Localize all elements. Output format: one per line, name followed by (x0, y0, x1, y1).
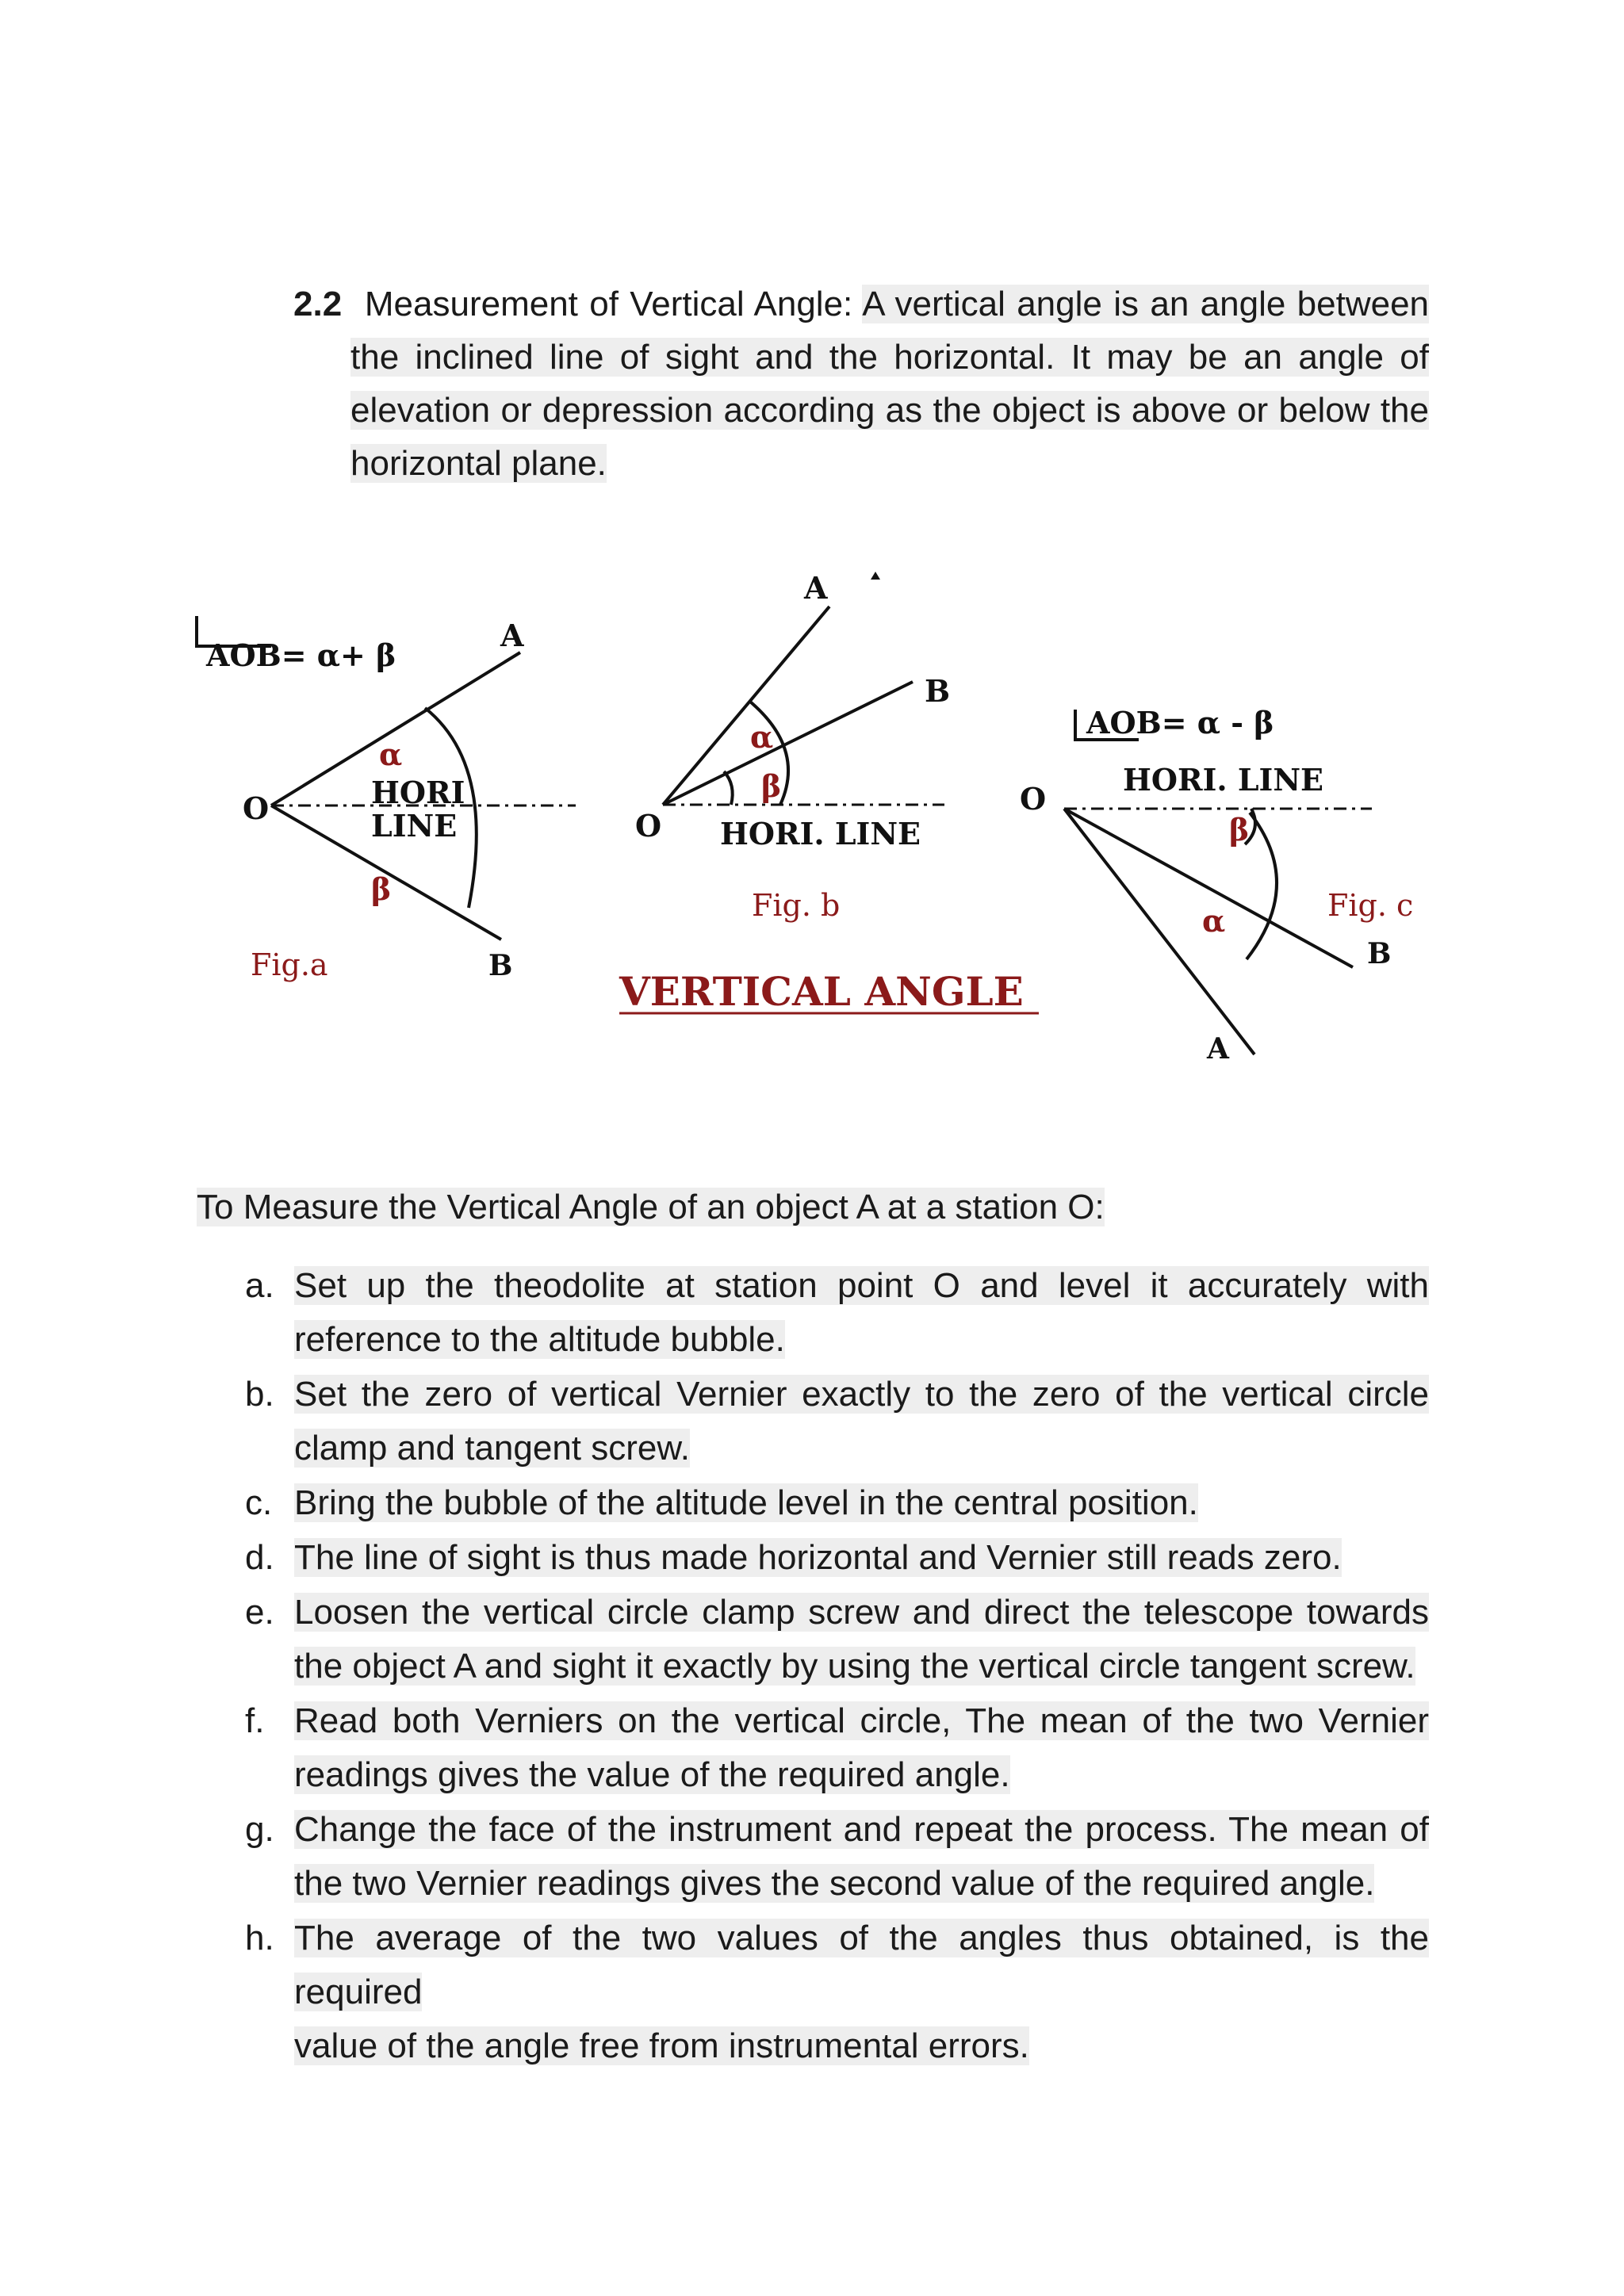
fig-b-alpha: α (750, 719, 774, 755)
step-marker: g. (245, 1810, 274, 1849)
section-2-2 (293, 277, 1429, 490)
fig-c-line-oa (1064, 809, 1254, 1054)
step-line-row (294, 1640, 1429, 1693)
procedure-intro-text: To Measure the Vertical Angle of an object A at a station O: (197, 1188, 1105, 1226)
step-text (294, 1259, 1429, 1367)
step-marker: e. (245, 1593, 274, 1632)
step-line: Loosen the vertical circle clamp screw and direct the telescope towards (294, 1593, 1429, 1632)
fig-a-hori: HORI (371, 775, 465, 810)
fig-b-arrow-mark (871, 572, 880, 580)
procedure-steps (242, 1259, 1429, 2074)
fig-a-beta: β (371, 871, 392, 907)
fig-b-label: Fig. b (752, 888, 841, 923)
step-line: Change the face of the instrument and repeat the process. The mean of (294, 1810, 1429, 1849)
fig-b (635, 570, 950, 923)
fig-c-point-b: B (1367, 937, 1392, 970)
procedure-step (242, 1694, 1429, 1802)
fig-a-formula: AOB= α+ β (206, 637, 396, 673)
step-marker: a. (245, 1266, 274, 1305)
step-line-row (294, 1748, 1429, 1802)
fig-b-beta: β (761, 768, 782, 804)
vertical-angle-figure (195, 567, 1440, 1074)
fig-c-label: Fig. c (1327, 888, 1414, 923)
step-line-row (294, 1586, 1429, 1640)
step-marker: f. (245, 1701, 265, 1740)
step-line: the object A and sight it exactly by using the vertical circle tangent screw. (294, 1647, 1415, 1686)
section-number: 2.2 (293, 285, 343, 323)
step-line: Read both Verniers on the vertical circle, The mean of the two Vernier (294, 1701, 1429, 1740)
fig-c (1020, 705, 1413, 1066)
step-line-row (294, 1803, 1429, 1857)
procedure-step (242, 1586, 1429, 1693)
step-line: Set the zero of vertical Vernier exactly to the zero of the vertical circle (294, 1375, 1429, 1414)
step-line-row (294, 2019, 1429, 2073)
step-line-row (294, 1857, 1429, 1911)
step-marker: d. (245, 1538, 274, 1577)
fig-b-point-b: B (925, 673, 951, 709)
step-line: The line of sight is thus made horizontal and Vernier still reads zero. (294, 1538, 1342, 1577)
section-line-wrap-2 (293, 331, 1429, 384)
fig-c-line-ob (1064, 809, 1353, 967)
step-line-row (294, 1368, 1429, 1422)
step-line: reference to the altitude bubble. (294, 1320, 785, 1359)
step-line-row (294, 1422, 1429, 1475)
fig-c-point-a: A (1207, 1032, 1229, 1066)
fig-c-point-o: O (1020, 781, 1047, 817)
step-line: readings gives the value of the required angle. (294, 1755, 1010, 1794)
section-line-1: A vertical angle is an angle between (862, 285, 1430, 323)
step-marker: h. (245, 1919, 274, 1957)
fig-c-hori-line: HORI. LINE (1123, 762, 1324, 798)
step-line: The average of the two values of the angles thus obtained, is the required (294, 1919, 1429, 2011)
fig-a-point-o: O (243, 790, 270, 826)
fig-c-beta: β (1229, 812, 1250, 848)
procedure-step (242, 1368, 1429, 1475)
step-text (294, 1694, 1429, 1802)
fig-b-point-a: A (804, 570, 828, 606)
step-text (294, 1531, 1429, 1585)
step-line-row (294, 1313, 1429, 1367)
figure-caption: VERTICAL ANGLE (619, 968, 1024, 1015)
step-line: value of the angle free from instrumental errors. (294, 2026, 1029, 2065)
section-line-wrap-4 (293, 437, 1429, 490)
step-text (294, 1368, 1429, 1475)
fig-a-line-label: LINE (371, 808, 458, 844)
procedure-step (242, 1259, 1429, 1367)
step-line-row (294, 1911, 1429, 2019)
step-line-row (294, 1694, 1429, 1748)
section-line-2: the inclined line of sight and the horizontal. It may be an angle of (350, 338, 1429, 377)
fig-a-point-a: A (500, 618, 524, 653)
vertical-angle-diagram (195, 567, 1440, 1074)
procedure-step (242, 1531, 1429, 1585)
step-text (294, 1586, 1429, 1693)
step-line: the two Vernier readings gives the second value of the required angle. (294, 1864, 1375, 1903)
fig-c-alpha: α (1202, 903, 1226, 939)
fig-b-line-oa (663, 607, 829, 805)
fig-b-hori-line: HORI. LINE (720, 816, 921, 851)
step-line: clamp and tangent screw. (294, 1429, 690, 1468)
fig-c-formula: AOB= α - β (1086, 705, 1274, 740)
step-text (294, 1803, 1429, 1911)
procedure-step (242, 1803, 1429, 1911)
section-line-3: elevation or depression according as the object is above or below the (350, 391, 1429, 430)
fig-b-point-o: O (635, 808, 662, 844)
procedure-step (242, 1911, 1429, 2073)
fig-a-alpha: α (379, 737, 403, 772)
procedure-intro (197, 1181, 1105, 1234)
section-line-wrap-3 (293, 384, 1429, 437)
fig-a-point-b: B (488, 949, 513, 982)
fig-a (197, 616, 576, 982)
step-line-row (294, 1476, 1429, 1530)
step-text (294, 1911, 1429, 2073)
section-line-4: horizontal plane. (350, 444, 607, 483)
step-line-row (294, 1531, 1429, 1585)
step-text (294, 1476, 1429, 1530)
procedure-step (242, 1476, 1429, 1530)
step-line-row (294, 1259, 1429, 1313)
section-title: Measurement of Vertical Angle: (364, 285, 853, 323)
step-line: Bring the bubble of the altitude level in the central position. (294, 1483, 1198, 1522)
section-first-line (293, 277, 1429, 331)
step-line: Set up the theodolite at station point O and level it accurately with (294, 1266, 1429, 1305)
fig-a-label: Fig.a (251, 947, 328, 982)
step-marker: c. (245, 1483, 273, 1522)
fig-b-arc-beta (724, 771, 733, 805)
step-marker: b. (245, 1375, 274, 1414)
